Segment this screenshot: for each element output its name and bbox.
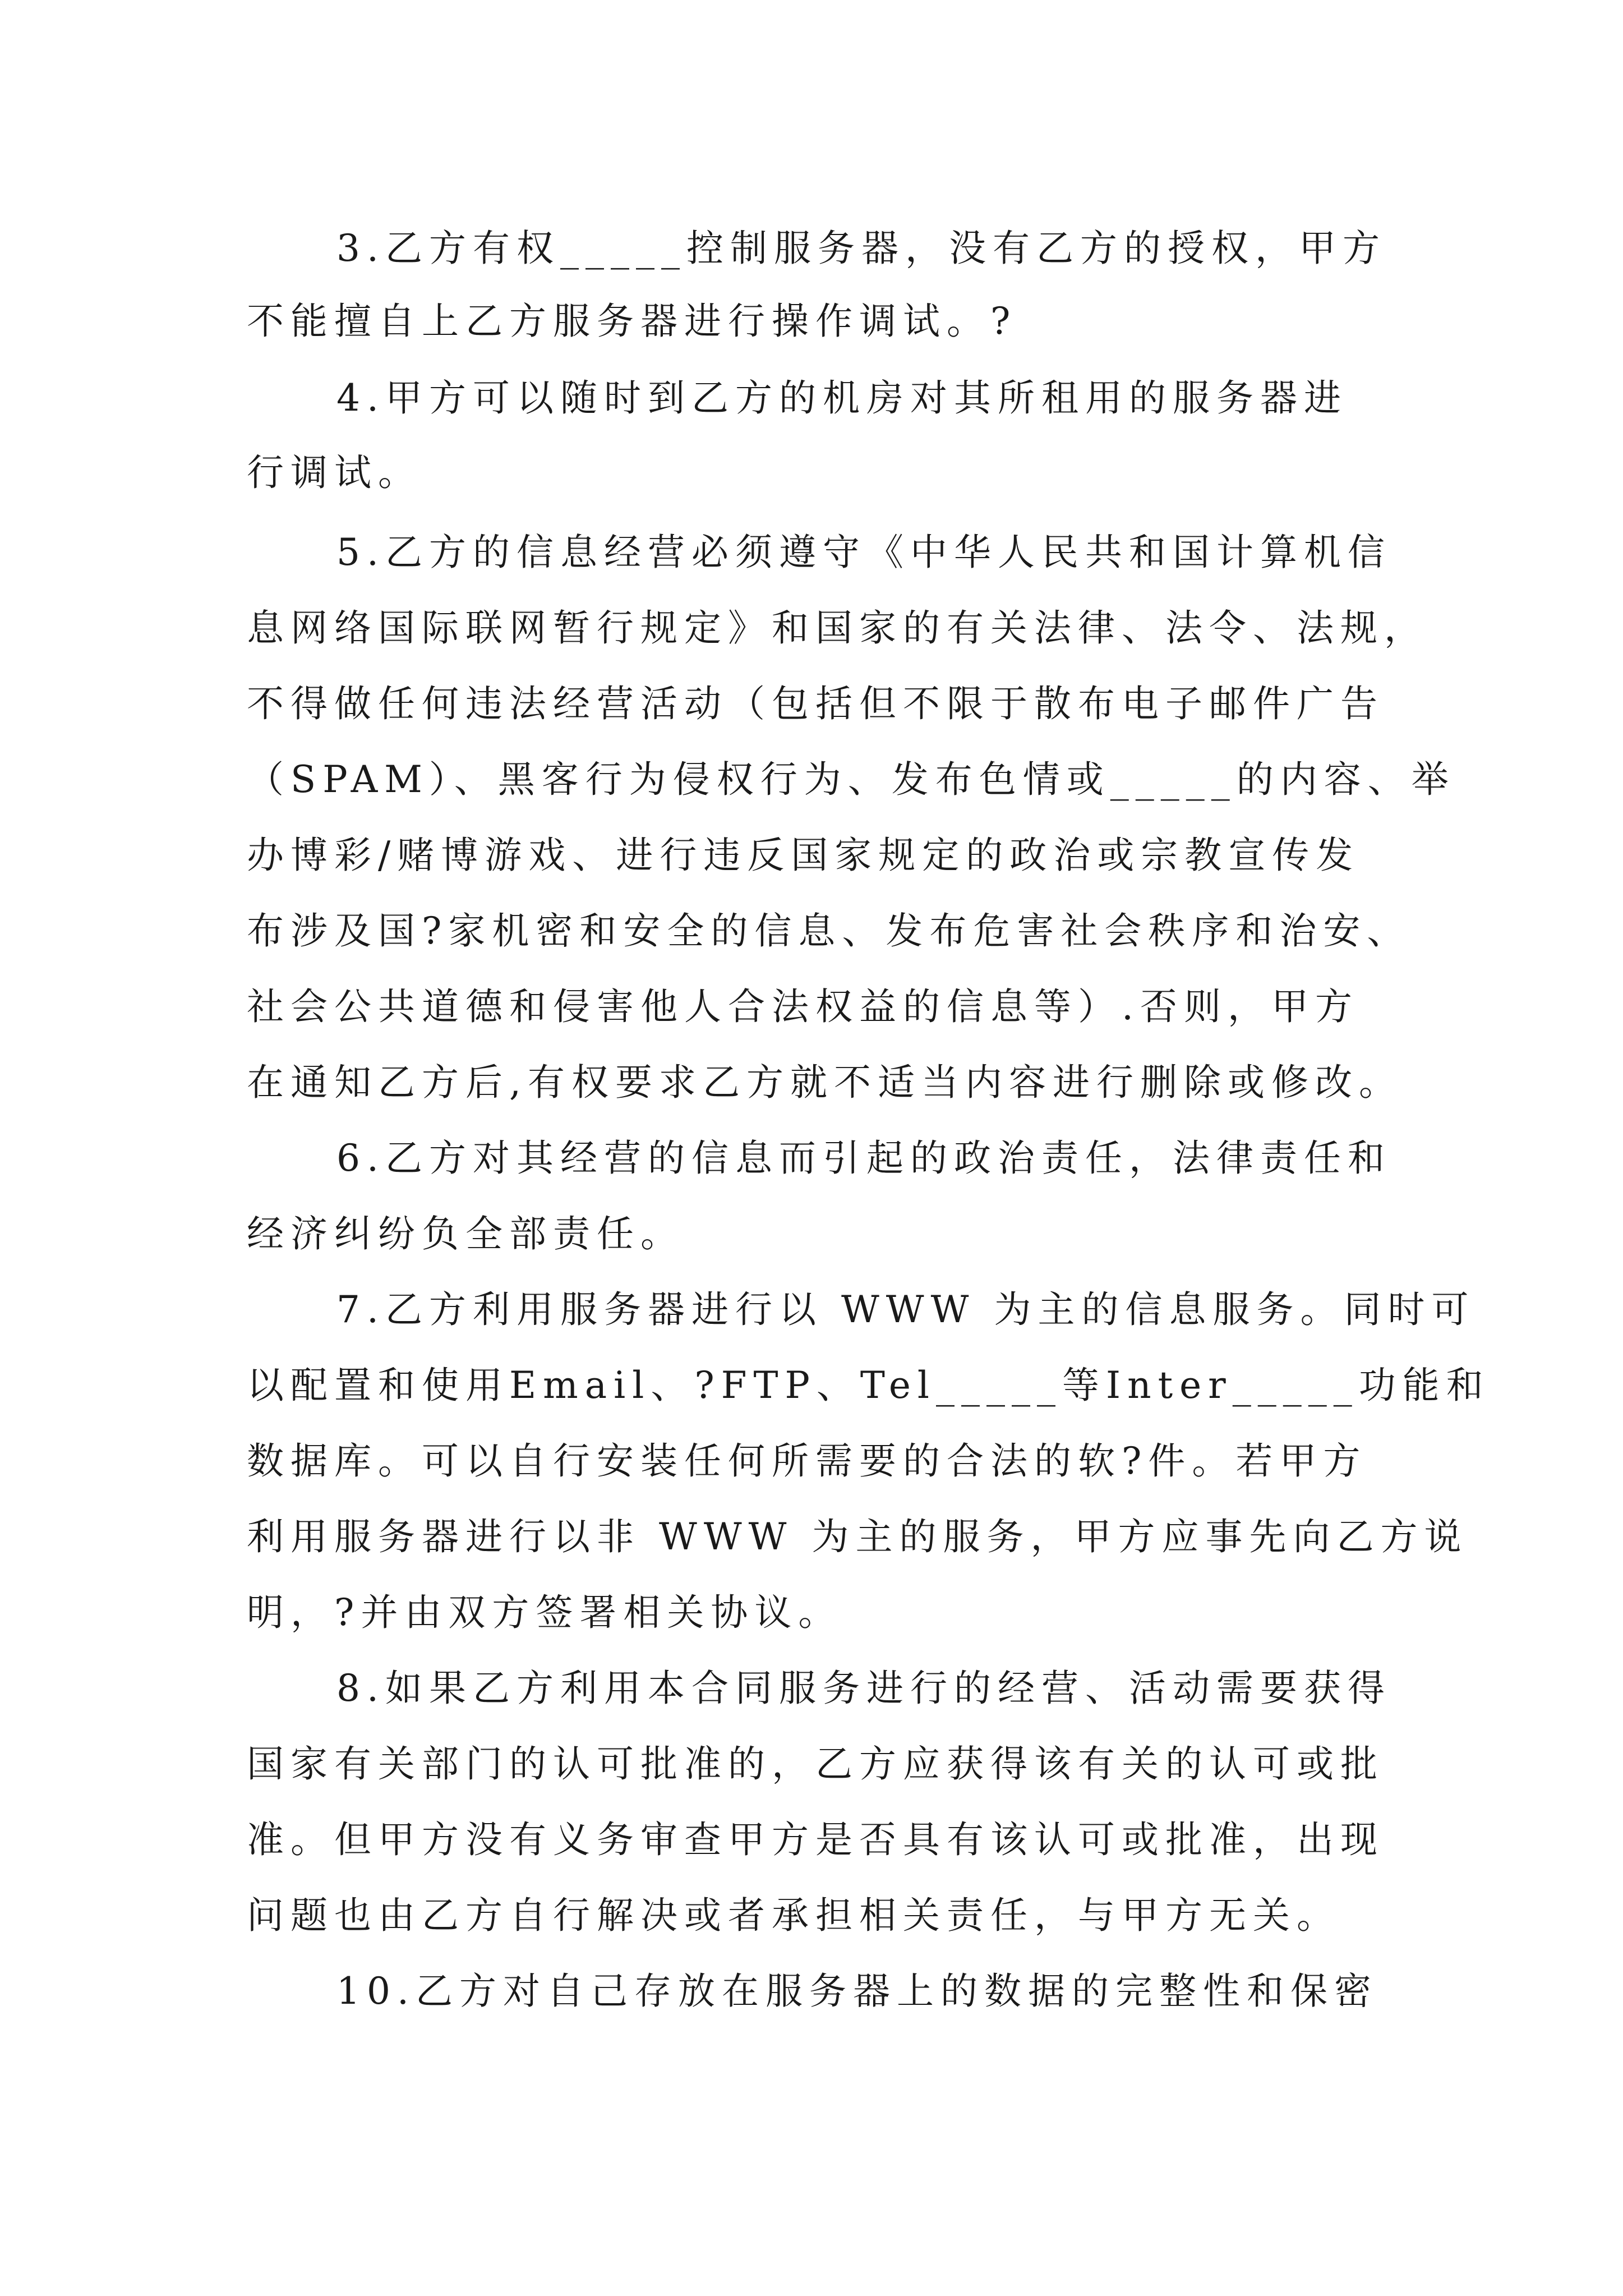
clause-7-line-5: 明，?并由双方签署相关协议。: [247, 1591, 842, 1634]
clause-4-line-1: 4.甲方可以随时到乙方的机房对其所租用的服务器进: [336, 376, 1348, 420]
clause-5-line-3: 不得做任何违法经营活动（包括但不限于散布电子邮件广告: [247, 682, 1384, 725]
clause-5-line-6: 布涉及国?家机密和安全的信息、发布危害社会秩序和治安、: [247, 909, 1411, 953]
clause-7-line-4: 利用服务器进行以非 WWW 为主的服务，甲方应事先向乙方说: [247, 1515, 1468, 1558]
clause-7-line-2: 以配置和使用Email、?FTP、Tel_____等Inter_____功能和: [247, 1364, 1490, 1407]
clause-8-line-3: 准。但甲方没有义务审查甲方是否具有该认可或批准，出现: [247, 1818, 1384, 1861]
clause-5-line-4: （SPAM）、黑客行为侵权行为、发布色情或_____的内容、举: [247, 758, 1455, 801]
clause-4-line-2: 行调试。: [247, 451, 422, 494]
clause-5-line-8: 在通知乙方后,有权要求乙方就不适当内容进行删除或修改。: [247, 1061, 1403, 1104]
clause-5-line-5: 办博彩/赌博游戏、进行违反国家规定的政治或宗教宣传发: [247, 834, 1360, 877]
clause-7-line-1: 7.乙方利用服务器进行以 WWW 为主的信息服务。同时可: [336, 1288, 1476, 1331]
clause-8-line-2: 国家有关部门的认可批准的，乙方应获得该有关的认可或批: [247, 1742, 1384, 1786]
clause-5-line-2: 息网络国际联网暂行规定》和国家的有关法律、法令、法规，: [247, 606, 1428, 650]
clause-10-line-1: 10.乙方对自己存放在服务器上的数据的完整性和保密: [336, 1970, 1378, 2013]
clause-5-line-7: 社会公共道德和侵害他人合法权益的信息等）.否则，甲方: [247, 985, 1359, 1028]
clause-5-line-1: 5.乙方的信息经营必须遵守《中华人民共和国计算机信: [336, 531, 1391, 574]
clause-6-line-1: 6.乙方对其经营的信息而引起的政治责任，法律责任和: [336, 1137, 1391, 1180]
clause-6-line-2: 经济纠纷负全部责任。: [247, 1212, 684, 1255]
clause-8-line-1: 8.如果乙方利用本合同服务进行的经营、活动需要获得: [336, 1667, 1391, 1710]
clause-3-line-1: 3.乙方有权_____控制服务器，没有乙方的授权，甲方: [336, 227, 1386, 270]
clause-7-line-3: 数据库。可以自行安装任何所需要的合法的软?件。若甲方: [247, 1439, 1367, 1483]
clause-8-line-4: 问题也由乙方自行解决或者承担相关责任，与甲方无关。: [247, 1894, 1340, 1937]
clause-3-line-2: 不能擅自上乙方服务器进行操作调试。?: [247, 300, 1017, 343]
